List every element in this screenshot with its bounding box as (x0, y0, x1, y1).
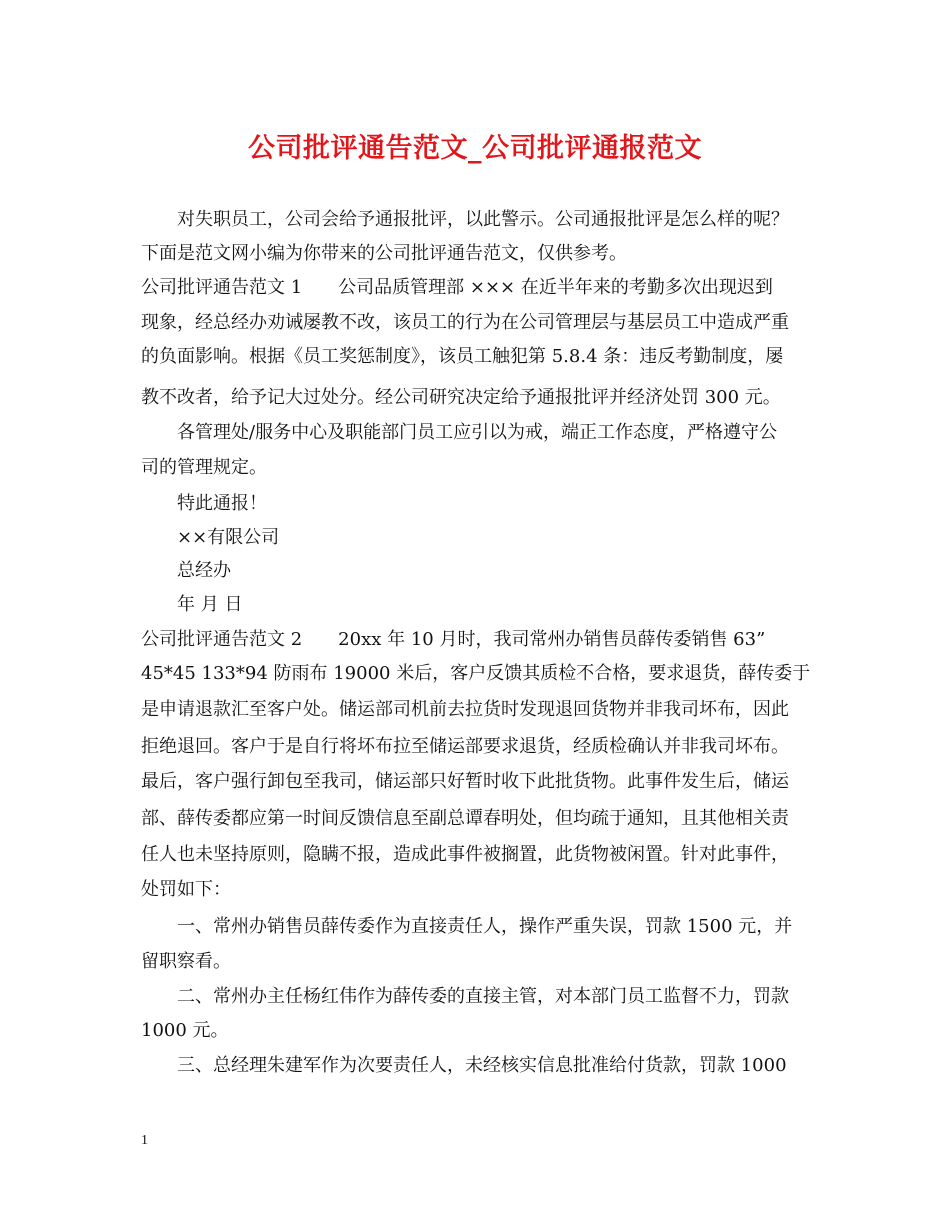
body-line: 的负面影响。根据《员工奖惩制度》，该员工触犯第 5.8.4 条：违反考勤制度，屡 (141, 346, 784, 367)
body-line: ××有限公司 (141, 527, 280, 548)
body-line: 司的管理规定。 (141, 457, 267, 478)
body-line: 各管理处/服务中心及职能部门员工应引以为戒，端正工作态度，严格遵守公 (141, 422, 778, 443)
body-line: 最后，客户强行卸包至我司，储运部只好暂时收下此批货物。此事件发生后，储运 (141, 771, 789, 792)
body-line: 是申请退款汇至客户处。储运部司机前去拉货时发现退回货物并非我司坏布，因此 (141, 699, 789, 720)
body-line: 年 月 日 (141, 594, 243, 615)
body-line: 留职察看。 (141, 951, 231, 972)
body-line: 部、薛传委都应第一时间反馈信息至副总谭春明处，但均疏于通知，且其他相关责 (141, 808, 789, 829)
body-line: 总经办 (141, 560, 231, 581)
document-title: 公司批评通告范文_公司批评通报范文 (248, 133, 702, 164)
body-line: 任人也未坚持原则，隐瞒不报，造成此事件被搁置，此货物被闲置。针对此事件， (141, 844, 789, 865)
body-line: 二、常州办主任杨红伟作为薛传委的直接主管，对本部门员工监督不力，罚款 (141, 986, 789, 1007)
body-line: 1000 元。 (141, 1020, 229, 1041)
body-line: 公司批评通告范文 1 公司品质管理部 ××× 在近半年来的考勤多次出现迟到 (141, 277, 773, 298)
body-line: 特此通报！ (141, 493, 267, 514)
body-line: 一、常州办销售员薛传委作为直接责任人，操作严重失误，罚款 1500 元，并 (141, 916, 793, 937)
body-line: 三、总经理朱建军作为次要责任人，未经核实信息批准给付货款，罚款 1000 (141, 1055, 787, 1076)
body-line: 公司批评通告范文 2 20xx 年 10 月时，我司常州办销售员薛传委销售 63” (141, 629, 766, 650)
body-line: 对失职员工，公司会给予通报批评，以此警示。公司通报批评是怎么样的呢？ (141, 209, 789, 230)
body-line: 45*45 133*94 防雨布 19000 米后，客户反馈其质检不合格，要求退货，薛传委于 (141, 663, 811, 684)
body-line: 处罚如下： (141, 879, 231, 900)
body-line: 教不改者，给予记大过处分。经公司研究决定给予通报批评并经济处罚 300 元。 (141, 387, 781, 408)
page-number: 1 (141, 1133, 148, 1148)
body-line: 下面是范文网小编为你带来的公司批评通告范文，仅供参考。 (141, 243, 627, 264)
body-line: 现象，经总经办劝诫屡教不改，该员工的行为在公司管理层与基层员工中造成严重 (141, 312, 789, 333)
body-line: 拒绝退回。客户于是自行将坏布拉至储运部要求退货，经质检确认并非我司坏布。 (141, 736, 789, 757)
